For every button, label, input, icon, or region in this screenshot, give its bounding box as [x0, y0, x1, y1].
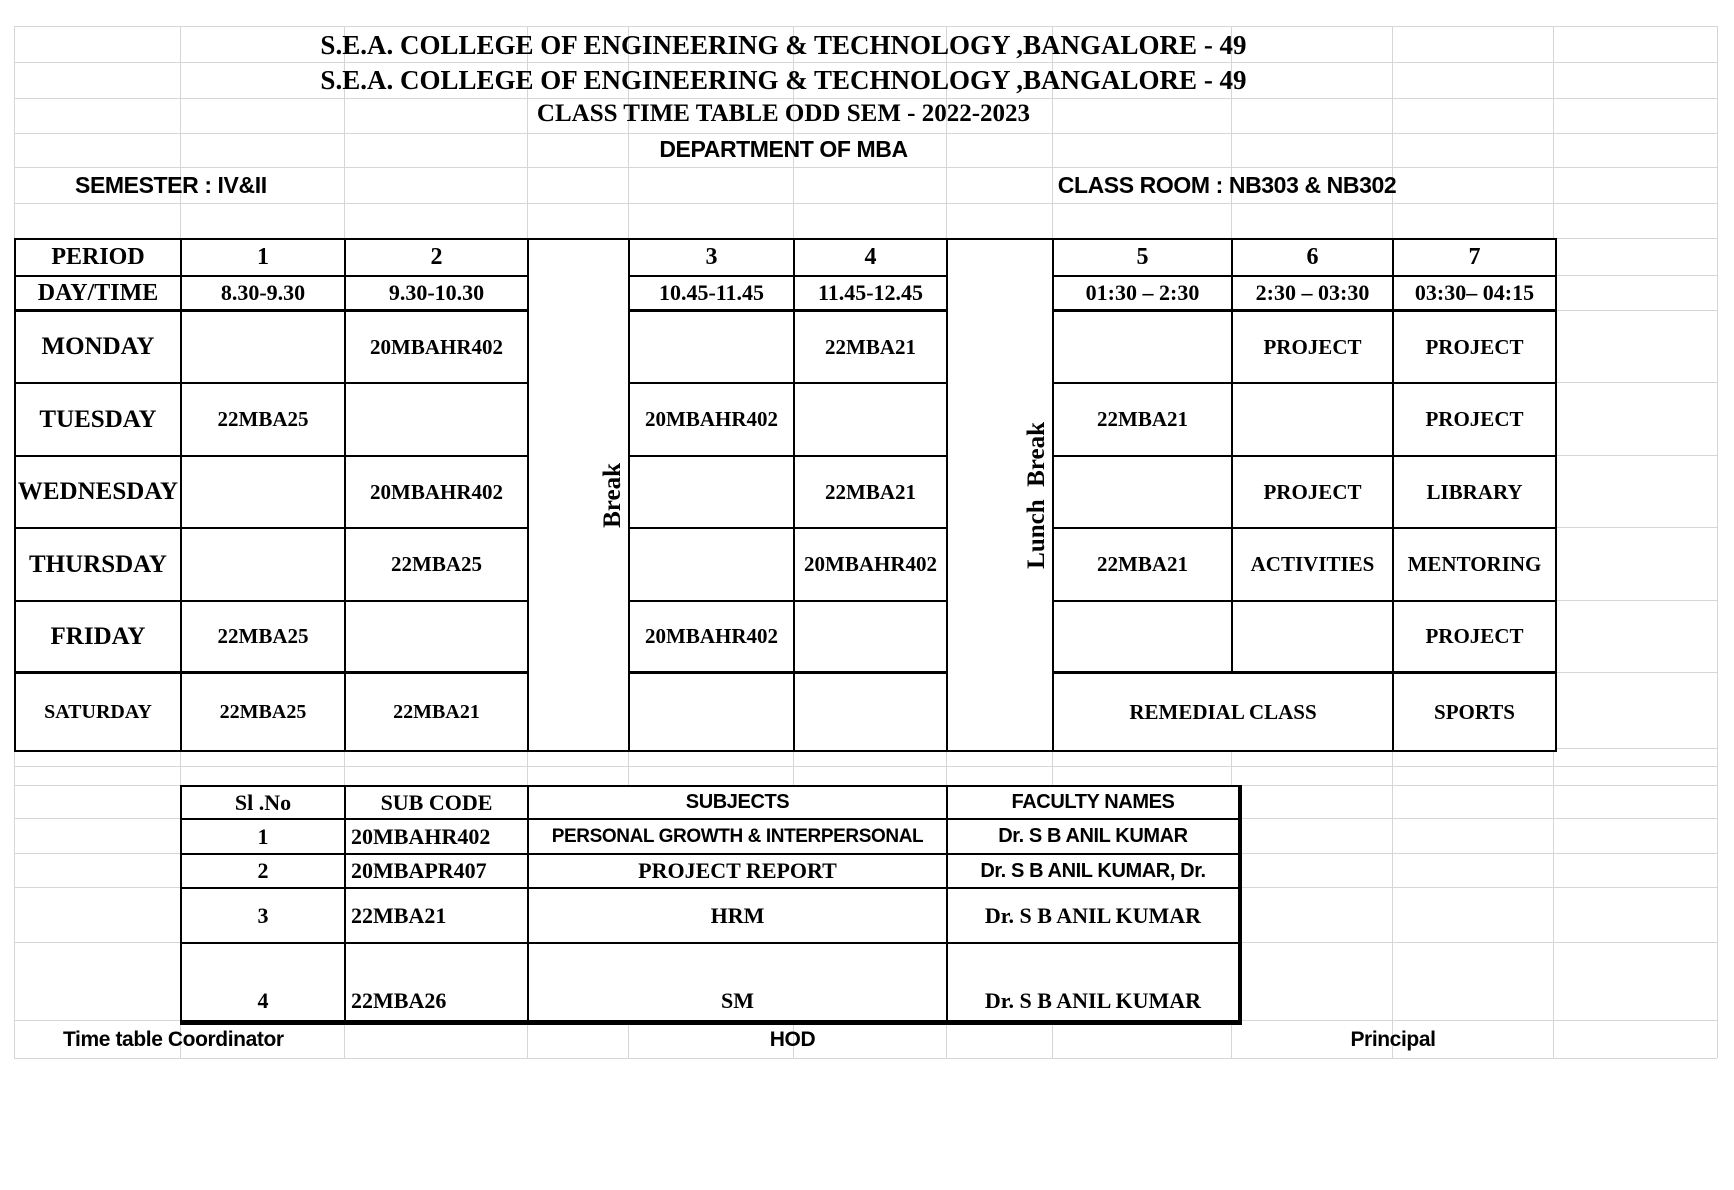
st-r1-subject: PERSONAL GROWTH & INTERPERSONAL [529, 820, 948, 855]
st-r2-sl: 2 [182, 855, 346, 889]
tt-day-friday: FRIDAY [16, 602, 182, 674]
gridline-h [14, 203, 1717, 204]
st-r1-code: 20MBAHR402 [346, 820, 529, 855]
tt-cell-tuesday-p6 [1233, 384, 1394, 457]
tt-cell-friday-p3: 20MBAHR402 [630, 602, 795, 674]
tt-day-saturday: SATURDAY [16, 674, 182, 750]
tt-period-1: 1 [182, 240, 346, 277]
footer-coordinator: Time table Coordinator [63, 1028, 284, 1051]
tt-cell-friday-p6 [1233, 602, 1394, 674]
st-r3-sl: 3 [182, 889, 346, 944]
gridline-h [14, 26, 1717, 27]
tt-cell-saturday-remedial: REMEDIAL CLASS [1054, 674, 1394, 750]
period-header: PERIOD [16, 240, 182, 277]
tt-cell-monday-p6: PROJECT [1233, 312, 1394, 384]
st-r4-code: 22MBA26 [346, 944, 529, 1022]
tt-time-1: 8.30-9.30 [182, 277, 346, 312]
tt-period-5: 5 [1054, 240, 1233, 277]
tt-day-monday: MONDAY [16, 312, 182, 384]
tt-cell-saturday-p4 [795, 674, 948, 750]
tt-day-tuesday: TUESDAY [16, 384, 182, 457]
st-r4-faculty: Dr. S B ANIL KUMAR [948, 944, 1240, 1022]
tt-period-3: 3 [630, 240, 795, 277]
gridline-h [14, 1058, 1717, 1059]
tt-cell-wednesday-p1 [182, 457, 346, 529]
tt-cell-wednesday-p3 [630, 457, 795, 529]
lunch-break-column-label: Lunch Break [1023, 421, 1050, 569]
tt-cell-saturday-p7: SPORTS [1434, 699, 1515, 724]
tt-cell-wednesday-p6: PROJECT [1233, 457, 1394, 529]
gridline-h [14, 766, 1717, 767]
department-title: DEPARTMENT OF MBA [659, 136, 908, 162]
st-r2-code: 20MBAPR407 [346, 855, 529, 889]
tt-period-6: 6 [1233, 240, 1394, 277]
day-time-header: DAY/TIME [16, 277, 182, 312]
st-r3-subject: HRM [529, 889, 948, 944]
break-column [529, 240, 630, 750]
tt-cell-friday-p5 [1054, 602, 1233, 674]
tt-time-5: 01:30 – 2:30 [1054, 277, 1233, 312]
st-col-subjects: SUBJECTS [529, 787, 948, 820]
tt-cell-monday-p5 [1054, 312, 1233, 384]
tt-cell-friday-p1: 22MBA25 [182, 602, 346, 674]
college-title-line1: S.E.A. COLLEGE OF ENGINEERING & TECHNOLOGY ,BANGALORE - 49 [320, 30, 1247, 60]
college-title-line2: S.E.A. COLLEGE OF ENGINEERING & TECHNOLOGY ,BANGALORE - 49 [320, 65, 1247, 95]
tt-cell-thursday-p2: 22MBA25 [346, 529, 529, 602]
st-r2-subject: PROJECT REPORT [529, 855, 948, 889]
footer-hod: HOD [769, 1028, 816, 1051]
st-r4-subject: SM [529, 944, 948, 1022]
st-col-subcode: SUB CODE [346, 787, 529, 820]
tt-cell-thursday-p4: 20MBAHR402 [795, 529, 948, 602]
tt-cell-tuesday-p1: 22MBA25 [182, 384, 346, 457]
st-r4-sl: 4 [182, 944, 346, 1022]
tt-cell-friday-p2 [346, 602, 529, 674]
tt-cell-wednesday-p7: LIBRARY [1394, 457, 1555, 529]
gridline-h [14, 133, 1717, 134]
st-col-faculty: FACULTY NAMES [948, 787, 1240, 820]
st-r3-faculty: Dr. S B ANIL KUMAR [948, 889, 1240, 944]
semester-label: SEMESTER : IV&II [75, 172, 267, 198]
tt-day-thursday: THURSDAY [16, 529, 182, 602]
tt-cell-thursday-p1 [182, 529, 346, 602]
footer-principal: Principal [1350, 1028, 1436, 1051]
tt-cell-tuesday-p7: PROJECT [1394, 384, 1555, 457]
tt-time-4: 11.45-12.45 [795, 277, 948, 312]
gridline-h [14, 167, 1717, 168]
tt-cell-saturday-p3 [630, 674, 795, 750]
tt-cell-monday-p7: PROJECT [1394, 312, 1555, 384]
tt-cell-tuesday-p4 [795, 384, 948, 457]
subjects-table [180, 785, 1242, 1025]
tt-time-6: 2:30 – 03:30 [1233, 277, 1394, 312]
tt-cell-monday-p4: 22MBA21 [795, 312, 948, 384]
tt-cell-wednesday-p2: 20MBAHR402 [346, 457, 529, 529]
classroom-label: CLASS ROOM : NB303 & NB302 [1057, 172, 1397, 198]
break-column-label: Break [599, 462, 626, 528]
class-timetable-grid [14, 238, 1557, 752]
tt-cell-thursday-p5: 22MBA21 [1054, 529, 1233, 602]
tt-cell-thursday-p6: ACTIVITIES [1233, 529, 1394, 602]
tt-cell-saturday-p2: 22MBA21 [346, 674, 529, 750]
tt-cell-thursday-p3 [630, 529, 795, 602]
st-r2-faculty: Dr. S B ANIL KUMAR, Dr. [948, 855, 1240, 889]
gridline-h [14, 98, 1717, 99]
st-r1-faculty: Dr. S B ANIL KUMAR [948, 820, 1240, 855]
st-r3-code: 22MBA21 [346, 889, 529, 944]
tt-time-3: 10.45-11.45 [630, 277, 795, 312]
tt-period-2: 2 [346, 240, 529, 277]
tt-cell-monday-p2: 20MBAHR402 [346, 312, 529, 384]
tt-time-7: 03:30– 04:15 [1394, 277, 1555, 312]
tt-cell-tuesday-p2 [346, 384, 529, 457]
tt-cell-tuesday-p5: 22MBA21 [1054, 384, 1233, 457]
tt-cell-monday-p1 [182, 312, 346, 384]
tt-period-7: 7 [1394, 240, 1555, 277]
tt-cell-tuesday-p3: 20MBAHR402 [630, 384, 795, 457]
timetable-title: CLASS TIME TABLE ODD SEM - 2022-2023 [536, 100, 1031, 127]
st-r1-sl: 1 [182, 820, 346, 855]
tt-period-4: 4 [795, 240, 948, 277]
tt-cell-wednesday-p5 [1054, 457, 1233, 529]
tt-cell-monday-p3 [630, 312, 795, 384]
tt-cell-saturday-p1: 22MBA25 [182, 674, 346, 750]
tt-time-2: 9.30-10.30 [346, 277, 529, 312]
st-col-slno: Sl .No [182, 787, 346, 820]
tt-cell-wednesday-p4: 22MBA21 [795, 457, 948, 529]
tt-cell-friday-p4 [795, 602, 948, 674]
gridline-v [1717, 26, 1718, 1058]
gridline-h [14, 62, 1717, 63]
tt-cell-friday-p7: PROJECT [1394, 602, 1555, 674]
lunch-break-column [948, 240, 1054, 750]
tt-cell-thursday-p7: MENTORING [1394, 529, 1555, 602]
tt-day-wednesday: WEDNESDAY [16, 457, 182, 529]
